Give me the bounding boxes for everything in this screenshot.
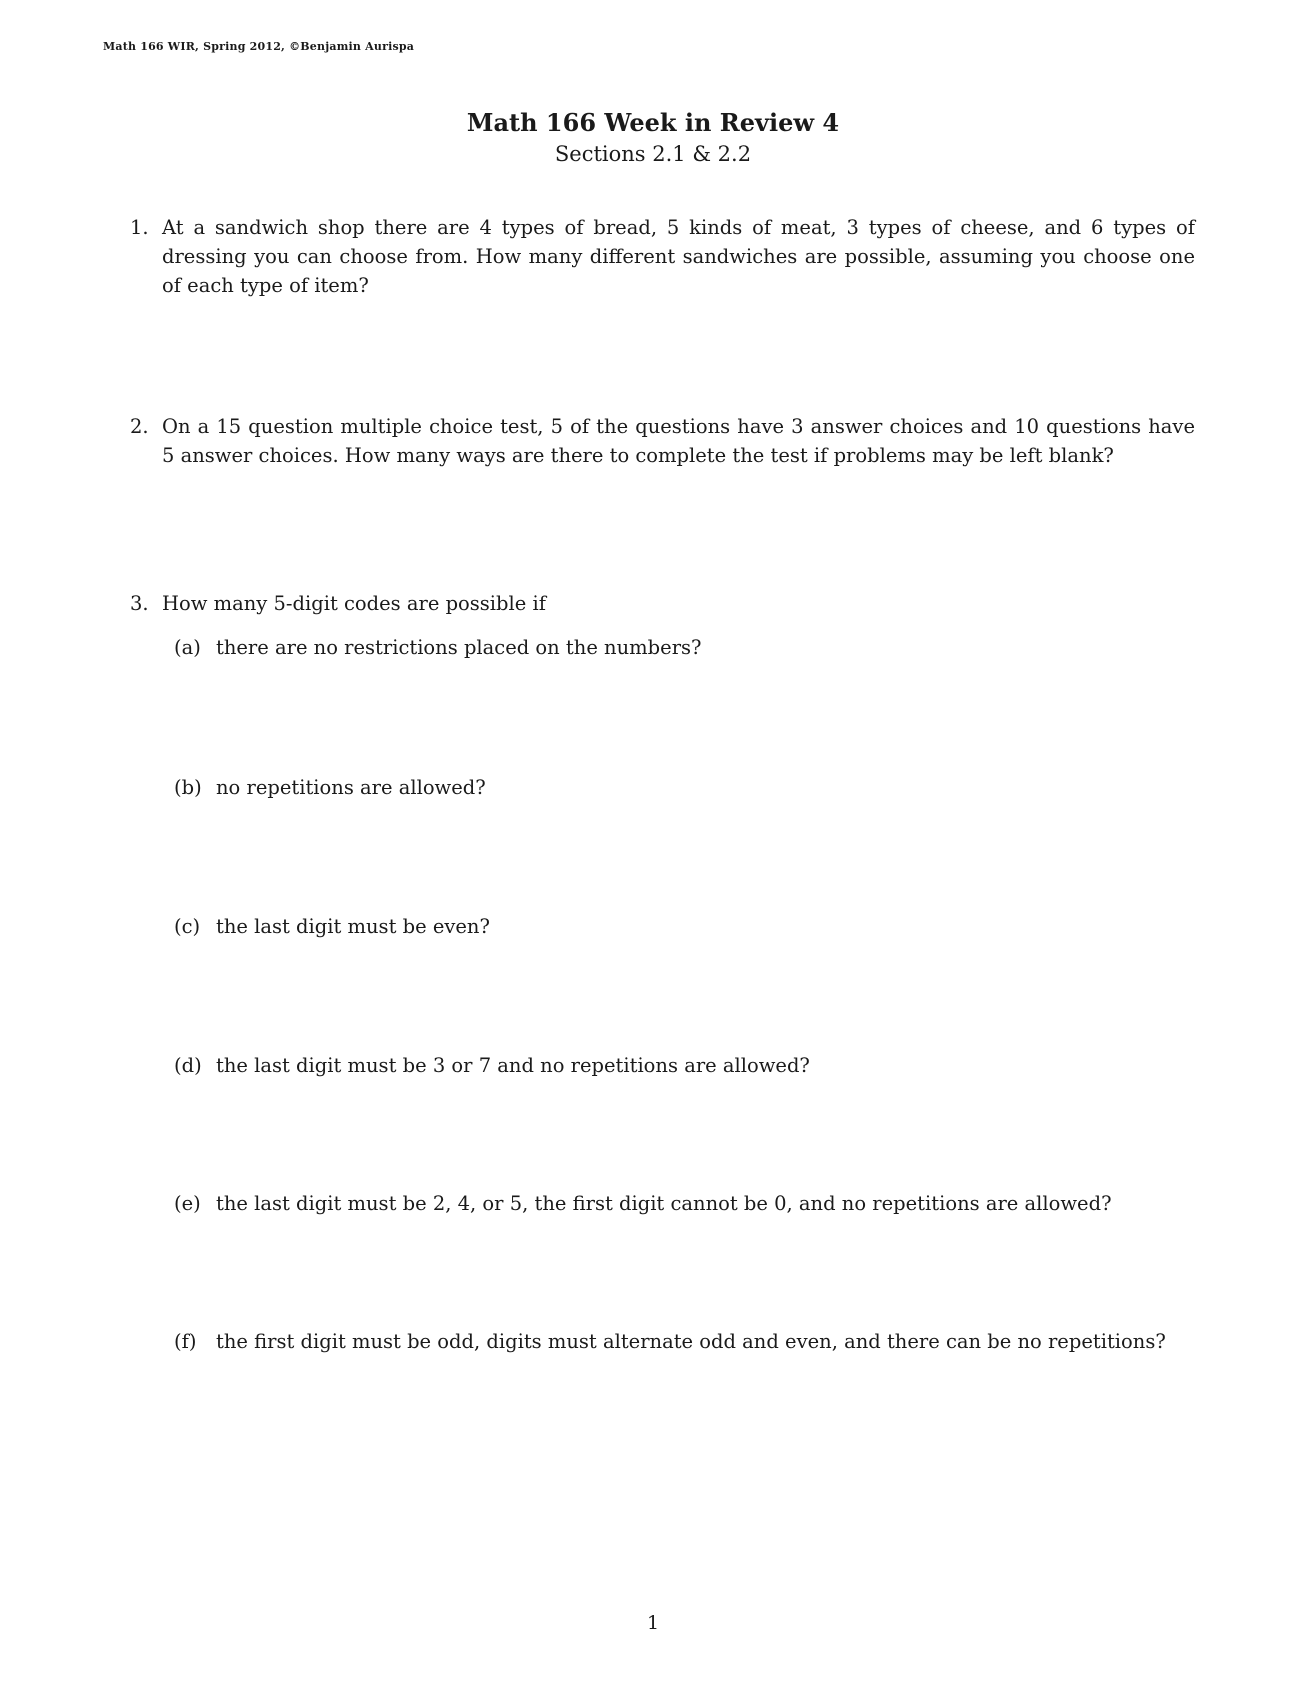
problem-number: 3. xyxy=(130,592,149,615)
part-text: no repetitions are allowed? xyxy=(216,776,486,799)
problem-3-part-d xyxy=(174,1051,1204,1080)
problem-number: 2. xyxy=(130,415,149,438)
problem-text: How many 5-digit codes are possible if xyxy=(162,592,546,615)
page-number: 1 xyxy=(646,1612,660,1634)
problem-3-part-b xyxy=(174,773,1204,802)
problem-3-part-c xyxy=(174,912,1204,941)
problem-3-part-a xyxy=(174,633,1204,662)
page-subtitle: Sections 2.1 & 2.2 xyxy=(554,142,752,166)
part-label: (b) xyxy=(174,776,202,799)
part-text: the first digit must be odd, digits must alternate odd and even, and there can be no repetitions? xyxy=(216,1330,1166,1353)
part-label: (e) xyxy=(174,1192,201,1215)
problem-3-part-e xyxy=(174,1189,1204,1218)
problem-text: At a sandwich shop there are 4 types of bread, 5 kinds of meat, 3 types of cheese, and 6 types of dressing you can choose from. How many different sandwiches are possible, assuming you choose one of each type of item? xyxy=(162,216,1195,297)
part-label: (c) xyxy=(174,915,201,938)
part-text: the last digit must be 3 or 7 and no repetitions are allowed? xyxy=(216,1054,810,1077)
problem-text: On a 15 question multiple choice test, 5 of the questions have 3 answer choices and 10 questions have 5 answer choices. How many ways are there to complete the test if problems may be left blank? xyxy=(162,415,1195,467)
running-header: Math 166 WIR, Spring 2012, ©Benjamin Aurispa xyxy=(103,40,415,53)
problem-3 xyxy=(130,589,1195,618)
part-label: (d) xyxy=(174,1054,202,1077)
part-text: there are no restrictions placed on the numbers? xyxy=(216,636,702,659)
part-text: the last digit must be even? xyxy=(216,915,490,938)
problem-2 xyxy=(130,412,1195,470)
part-text: the last digit must be 2, 4, or 5, the first digit cannot be 0, and no repetitions are allowed? xyxy=(216,1192,1112,1215)
page-title: Math 166 Week in Review 4 xyxy=(466,108,840,137)
problem-number: 1. xyxy=(130,216,149,239)
part-label: (a) xyxy=(174,636,201,659)
problem-3-part-f xyxy=(174,1327,1204,1356)
problem-1 xyxy=(130,213,1195,300)
part-label: (f) xyxy=(174,1330,197,1353)
